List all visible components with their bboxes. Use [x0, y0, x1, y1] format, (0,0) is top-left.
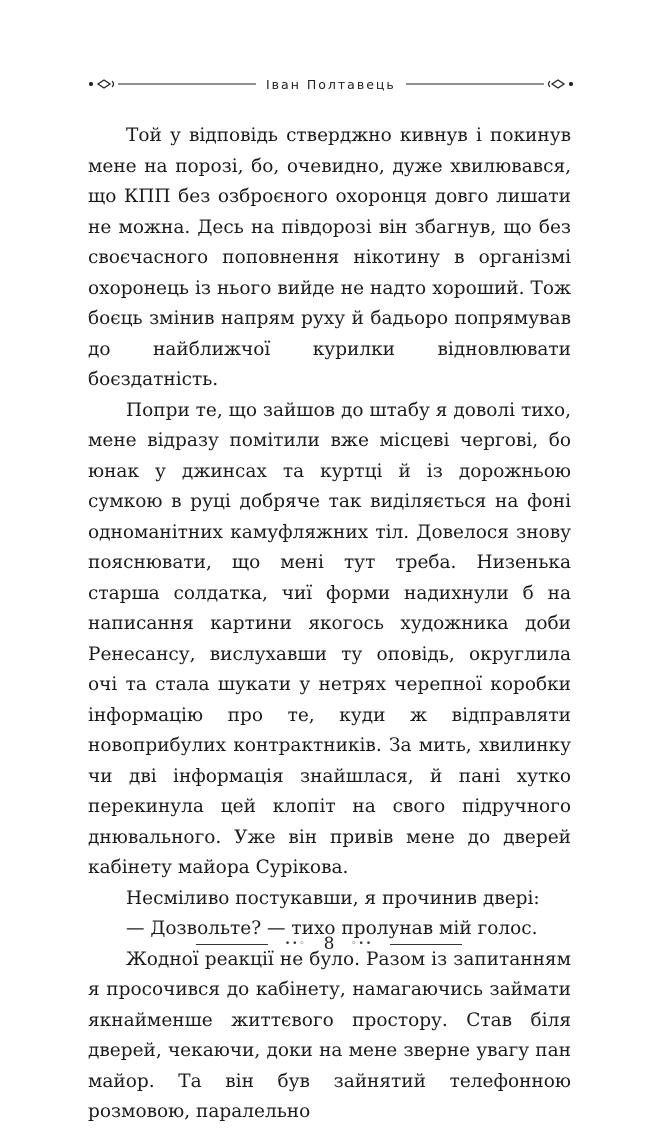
running-header-author: Іван Полтавець: [266, 76, 396, 92]
page-number: 8: [323, 934, 335, 954]
footer-left-dots-icon: ••◦: [284, 939, 307, 949]
footer-right-dots-icon: ◦••: [351, 939, 374, 949]
paragraph-1: Той у відповідь стверджно кивнув і покинув мене на порозі, бо, очевидно, дуже хвилювався, що КПП без озброєного охоронця довго лишати не можна. Десь на півдорозі він збагнув, що без своєчасного поповнення нікотину в організмі охоронець із нього вийде не надто хороший. Тож боєць змінив напрям руху й бадьоро попрямував до найближчої курилки відновлювати боєздатність.: [88, 125, 571, 390]
paragraph-2: Попри те, що зайшов до штабу я доволі тихо, мене відразу помітили вже місцеві чергові, бо юнак у джинсах та куртці й із дорожньою сумкою в руці добряче так виділяється на фоні одноманітних камуфляжних тіл. Довелося знову пояснювати, що мені тут треба. Низенька старша солдатка, чиї форми надихнули б на написання картини якогось художника доби Ренесансу, вислухавши ту оповідь, округлила очі та стала шукати у нетрях черепної коробки інформацію про те, куди ж відправляти новоприбулих контрактників. За мить, хвилинку чи дві інформація знайшлася, й пані хутко перекинула цей клопіт на свого підручного днювального. Уже він привів мене до дверей кабінету майора Сурікова.: [88, 399, 571, 878]
dialog-line: — Дозвольте? — тихо пролунав мій голос.: [126, 918, 538, 939]
body-text: [88, 121, 571, 1128]
footer-right-rule: [390, 944, 462, 945]
header-right-ornament-icon: [406, 77, 574, 91]
page-footer: [196, 932, 462, 956]
paragraph-5: Жодної реакції не було. Разом із запитанням я просочився до кабінету, намагаючись займати якнайменше життєвого простору. Став біля дверей, чекаючи, доки на мене зверне увагу пан майор. Та він був зайнятий телефонною розмовою, паралельно: [88, 948, 571, 1122]
running-header: [88, 74, 571, 94]
header-left-ornament-icon: [88, 77, 256, 91]
footer-left-rule: [196, 944, 268, 945]
paragraph-3: Несміливо постукавши, я прочинив двері:: [126, 887, 540, 909]
